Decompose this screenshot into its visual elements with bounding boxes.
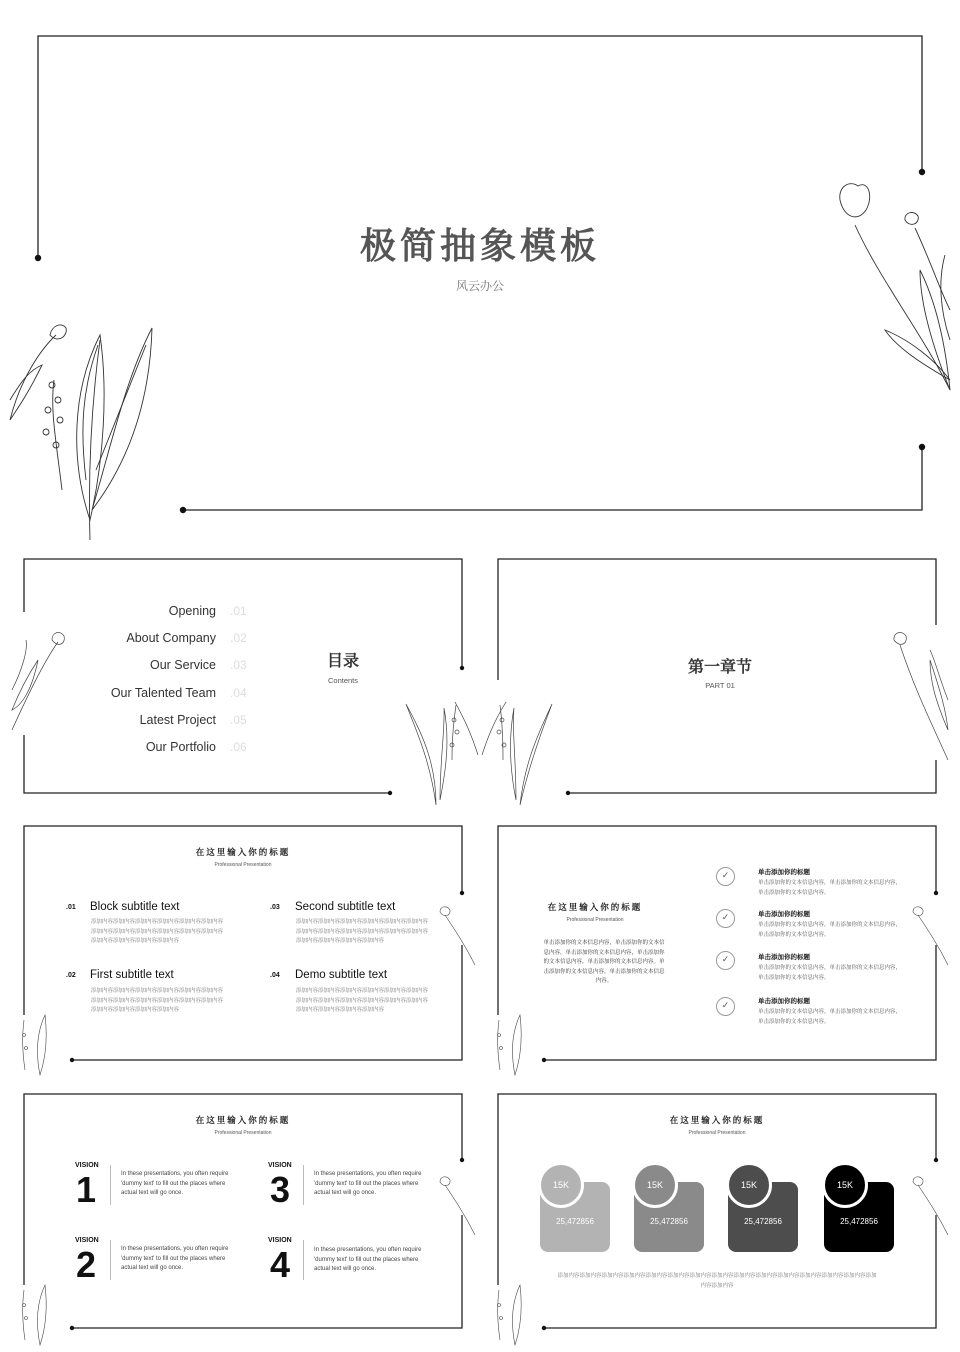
vision-text: In these presentations, you often require 'dummy text' to fill out the places where actual text will go once. bbox=[314, 1171, 422, 1196]
toc-item-number: .03 bbox=[230, 658, 247, 672]
toc-item-label[interactable]: Our Service bbox=[150, 658, 216, 672]
section-part: PART 01 bbox=[705, 681, 735, 690]
stat-badge: 15K bbox=[726, 1162, 772, 1208]
vision-divider bbox=[303, 1165, 304, 1205]
check-item-body: 单击添加你的文本信息内容，单击添加你的文本信息内容，单击添加你的文本信息内容。 bbox=[758, 880, 902, 896]
flower-center bbox=[406, 702, 552, 805]
vision-label: VISION bbox=[75, 1162, 99, 1169]
check-item-body: 单击添加你的文本信息内容，单击添加你的文本信息内容，单击添加你的文本信息内容。 bbox=[758, 965, 902, 981]
cover-title: 极简抽象模板 bbox=[359, 226, 600, 267]
toc-item-number: .01 bbox=[230, 604, 247, 618]
vision-label: VISION bbox=[268, 1162, 292, 1169]
vision-label: VISION bbox=[75, 1237, 99, 1244]
toc-item-label[interactable]: Opening bbox=[168, 604, 216, 618]
vision-text: In these presentations, you often require 'dummy text' to fill out the places where actual text will go once. bbox=[314, 1247, 422, 1272]
check-icon: ✓ bbox=[716, 867, 735, 886]
slide5-body: 单击添加你的文本信息内容，单击添加你的文本信息内容，单击添加你的文本信息内容，单击添加你的文本信息内容，单击添加你的文本信息内容。单击添加你的文本信息内容，单击添加你的文本信息内容。 bbox=[543, 940, 665, 984]
vision-divider bbox=[110, 1165, 111, 1205]
block-number: .02 bbox=[66, 972, 76, 979]
check-item-title: 单击添加你的标题 bbox=[758, 868, 810, 876]
block-title: Block subtitle text bbox=[90, 901, 180, 913]
toc-item-number: .04 bbox=[230, 686, 247, 700]
toc-item-number: .06 bbox=[230, 740, 247, 754]
vision-label: VISION bbox=[268, 1237, 292, 1244]
toc-item-number: .05 bbox=[230, 713, 247, 727]
toc-item-label[interactable]: Our Talented Team bbox=[110, 686, 216, 700]
slide7-footer-text: 添加内容添加内容添加内容添加内容添加内容添加内容添加内容添加内容添加内容添加内容添加内容添加内容添加内容添加内容添加内容添加内容 bbox=[557, 1273, 877, 1289]
toc-heading: 目录 bbox=[326, 651, 359, 670]
slide5-subtitle: Professional Presentation bbox=[566, 917, 624, 923]
section-heading: 第一章节 bbox=[687, 657, 752, 676]
block-number: .01 bbox=[66, 904, 76, 911]
check-item-body: 单击添加你的文本信息内容，单击添加你的文本信息内容，单击添加你的文本信息内容。 bbox=[758, 1009, 902, 1025]
vision-number: 3 bbox=[270, 1169, 291, 1210]
toc-item-label[interactable]: Latest Project bbox=[139, 713, 216, 727]
check-item-body: 单击添加你的文本信息内容，单击添加你的文本信息内容，单击添加你的文本信息内容。 bbox=[758, 922, 902, 938]
toc-item-number: .02 bbox=[230, 631, 247, 645]
block-number: .04 bbox=[270, 972, 280, 979]
block-body: 添加内容添加内容添加内容添加内容添加内容添加内容添加内容添加内容添加内容添加内容添加内容添加内容添加内容添加内容添加内容添加内容 bbox=[91, 988, 223, 1013]
check-item-title: 单击添加你的标题 bbox=[758, 910, 810, 918]
block-number: .03 bbox=[270, 904, 280, 911]
toc-item-label[interactable]: About Company bbox=[126, 631, 216, 645]
flower-section-right bbox=[894, 633, 948, 760]
check-icon: ✓ bbox=[716, 909, 735, 928]
check-icon: ✓ bbox=[716, 997, 735, 1016]
stat-value: 25,472856 bbox=[650, 1217, 688, 1226]
block-body: 添加内容添加内容添加内容添加内容添加内容添加内容添加内容添加内容添加内容添加内容添加内容添加内容添加内容添加内容添加内容添加内容 bbox=[91, 919, 223, 944]
stat-badge: 15K bbox=[632, 1162, 678, 1208]
flower-left-large bbox=[10, 325, 152, 540]
vision-text: In these presentations, you often require 'dummy text' to fill out the places where actual text will go once. bbox=[121, 1171, 229, 1196]
block-body: 添加内容添加内容添加内容添加内容添加内容添加内容添加内容添加内容添加内容添加内容添加内容添加内容添加内容添加内容添加内容添加内容 bbox=[296, 919, 428, 944]
slide7-title: 在这里输入你的标题 bbox=[669, 1116, 765, 1126]
toc-heading-en: Contents bbox=[327, 676, 359, 685]
vision-divider bbox=[110, 1240, 111, 1280]
check-item-title: 单击添加你的标题 bbox=[758, 953, 810, 961]
slide7-subtitle: Professional Presentation bbox=[688, 1130, 746, 1136]
vision-number: 1 bbox=[76, 1169, 97, 1210]
vision-divider bbox=[303, 1240, 304, 1280]
vision-number: 4 bbox=[270, 1244, 291, 1285]
vision-text: In these presentations, you often require 'dummy text' to fill out the places where actual text will go once. bbox=[121, 1246, 229, 1271]
stat-value: 25,472856 bbox=[744, 1217, 782, 1226]
stat-value: 25,472856 bbox=[840, 1217, 878, 1226]
flower-right-large bbox=[840, 184, 950, 390]
stat-badge: 15K bbox=[538, 1162, 584, 1208]
toc-item-label[interactable]: Our Portfolio bbox=[145, 740, 216, 754]
slide6-subtitle: Professional Presentation bbox=[214, 1130, 272, 1136]
slide4-title: 在这里输入你的标题 bbox=[195, 848, 291, 858]
block-title: Demo subtitle text bbox=[295, 969, 388, 981]
cover-subtitle: 风云办公 bbox=[455, 279, 504, 293]
stat-badge: 15K bbox=[822, 1162, 868, 1208]
block-title: First subtitle text bbox=[90, 969, 174, 981]
block-body: 添加内容添加内容添加内容添加内容添加内容添加内容添加内容添加内容添加内容添加内容添加内容添加内容添加内容添加内容添加内容添加内容 bbox=[296, 988, 428, 1013]
slide5-title: 在这里输入你的标题 bbox=[547, 903, 643, 913]
flower-toc-left bbox=[12, 633, 64, 730]
check-item-title: 单击添加你的标题 bbox=[758, 997, 810, 1005]
vision-number: 2 bbox=[76, 1244, 97, 1285]
slide4-subtitle: Professional Presentation bbox=[214, 862, 272, 868]
stat-value: 25,472856 bbox=[556, 1217, 594, 1226]
slide6-title: 在这里输入你的标题 bbox=[195, 1116, 291, 1126]
block-title: Second subtitle text bbox=[295, 901, 396, 913]
check-icon: ✓ bbox=[716, 951, 735, 970]
